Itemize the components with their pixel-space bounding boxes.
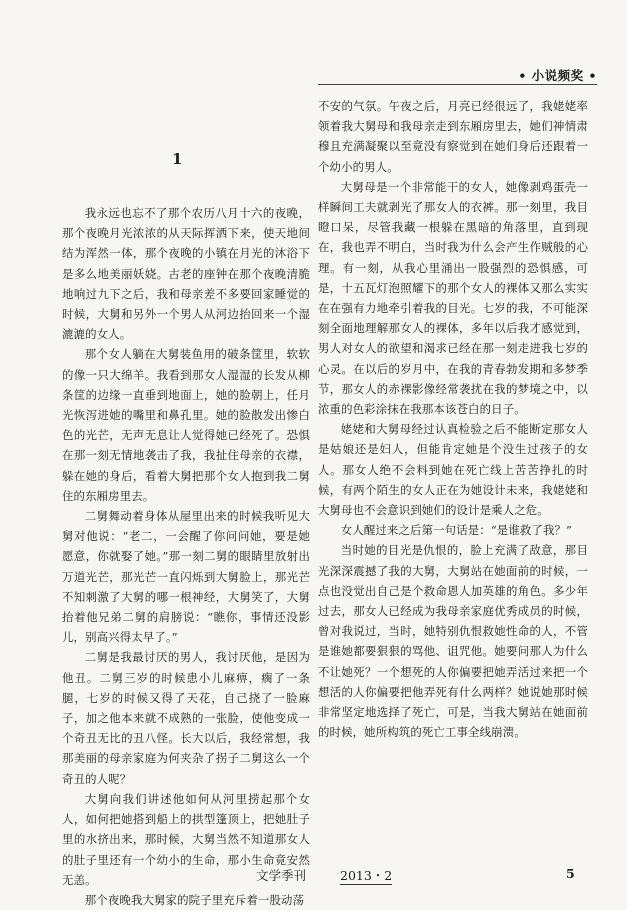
chapter-number: 1 xyxy=(172,150,183,168)
left-column xyxy=(62,203,310,910)
paragraph: 那个夜晚我大舅家的院子里充斥着一股动荡 xyxy=(84,892,305,907)
paragraph: 不安的气氛。午夜之后，月亮已经很远了，我姥姥率领着我大舅母和我母亲走到东厢房里去，她们神情肃穆且充满凝聚以至竟没有察觉到在她们身后还跟着一个幼小的男人。 xyxy=(318,99,588,174)
issue-number: 2013・2 xyxy=(340,868,393,883)
paragraph: 姥姥和大舅母经过认真检验之后不能断定那女人是姑娘还是妇人，但能肯定她是个没生过孩子的女人。那女人绝不会料到她在死亡线上苦苦挣扎的时候，有两个陌生的女人正在为她设计未来，我姥姥和大舅母也不会意识到她们的设计是乘人之危。 xyxy=(318,422,588,518)
header-rule xyxy=(318,84,597,85)
paragraph: 大舅向我们讲述他如何从河里捞起那个女人，如何把她搭到船上的拱型篷顶上，把她肚子里的水挤出来，那时候，大舅当然不知道那女人的肚子里还有一个幼小的生命，那小生命竟安然无恙。 xyxy=(62,791,310,887)
paragraph: 当时她的目光是仇恨的，脸上充满了敌意，那目光深深震撼了我的大舅，大舅站在她面前的时候，一点也没觉出自己是个救命恩人加英雄的角色。多少年过去，那女人已经成为我母亲家庭优秀成员的时候，曾对我说过，当时，她特别仇恨救她性命的人，不管是谁她都要狠狠的骂他、诅咒他。她要问那人为什么不让她死？一个想死的人你偏要把她弄活过来把一个想活的人你偏要把他弄死有什么两样？她说她那时候非常坚定地选择了死亡，可是，当我大舅站在她面前的时候，她所构筑的死亡工事全线崩溃。 xyxy=(318,543,588,740)
paragraph: 那个女人躺在大舅装鱼用的破条筐里，软软的像一只大绵羊。我看到那女人湿湿的长发从柳条筐的边缘一直垂到地面上，她的脸朝上，任月光恢泻进她的嘴里和鼻孔里。她的脸散发出惨白色的光芒，无声无息让人觉得她已经死了。恐惧在那一刻无情地袭击了我，我扯住母亲的衣襟，躲在她的身后，看着大舅把那个女人抱到我二舅住的东厢房里去。 xyxy=(62,347,310,503)
paragraph: 二舅舞动着身体从屋里出来的时候我听见大舅对他说：“老二，一会醒了你问问她，要是她愿意，你就娶了她。”那一刻二舅的眼睛里放射出万道光芒，那光芒一直闪烁到大舅脸上，那光芒不知刺激了大舅的哪一根神经，大舅笑了，大舅抬着他兄弟二舅的肩膀说：“瞧你，事情还没影儿，别高兴得太早了。” xyxy=(62,509,310,645)
journal-name: 文学季刊 xyxy=(256,868,307,883)
right-column xyxy=(318,96,588,743)
paragraph: 我永远也忘不了那个农历八月十六的夜晚，那个夜晚月光浓浓的从天际挥洒下来，使天地间结为浑然一体，那个夜晚的小镇在月光的沐浴下是多么地美丽妖娆。古老的座钟在那个夜晚清脆地响过九下之后，我和母亲差不多要回家睡觉的时候，大舅和另外一个男人从河边抬回来一个湿漉漉的女人。 xyxy=(62,206,310,342)
page-number: 5 xyxy=(566,866,575,881)
section-tag: • 小说频奖 • xyxy=(518,68,597,83)
paragraph: 女人醒过来之后第一句话是：“是谁救了我？” xyxy=(340,523,573,538)
paragraph: 大舅母是一个非常能干的女人，她像剥鸡蛋壳一样瞬间工夫就剥光了那女人的衣裤。那一刻里，我目瞪口呆，尽管我藏一根躲在黑暗的角落里，直到现在，我也弄不明白，当时我为什么会产生作贼般的心理。有一刻，从我心里涌出一股强烈的恐惧感，可是，十五瓦灯泡照耀下的那个女人的裸体又那么实实在在强有力地牵引着我的目光。七岁的我，不可能深刻全面地理解那女人的裸体，多年以后我才感觉到，男人对女人的欲望和渴求已经在那一刻走进我七岁的心灵。在以后的岁月中，在我的青春勃发期和多梦季节，那女人的赤裸影像经常袭扰在我的梦境之中，以浓重的色彩涂抹在我那本该苍白的日子。 xyxy=(318,179,588,417)
paragraph: 二舅是我最讨厌的男人，我讨厌他，是因为他丑。二舅三岁的时候患小儿麻痹，瘸了一条腿，七岁的时候又得了天花，自己挠了一脸麻子，加之他本来就不成熟的一张脸，使他变成一个奇丑无比的丑八怪。长大以后，我经常想，我那美丽的母亲家庭为何夹杂了拐子二舅这么一个奇丑的人呢？ xyxy=(62,650,310,786)
